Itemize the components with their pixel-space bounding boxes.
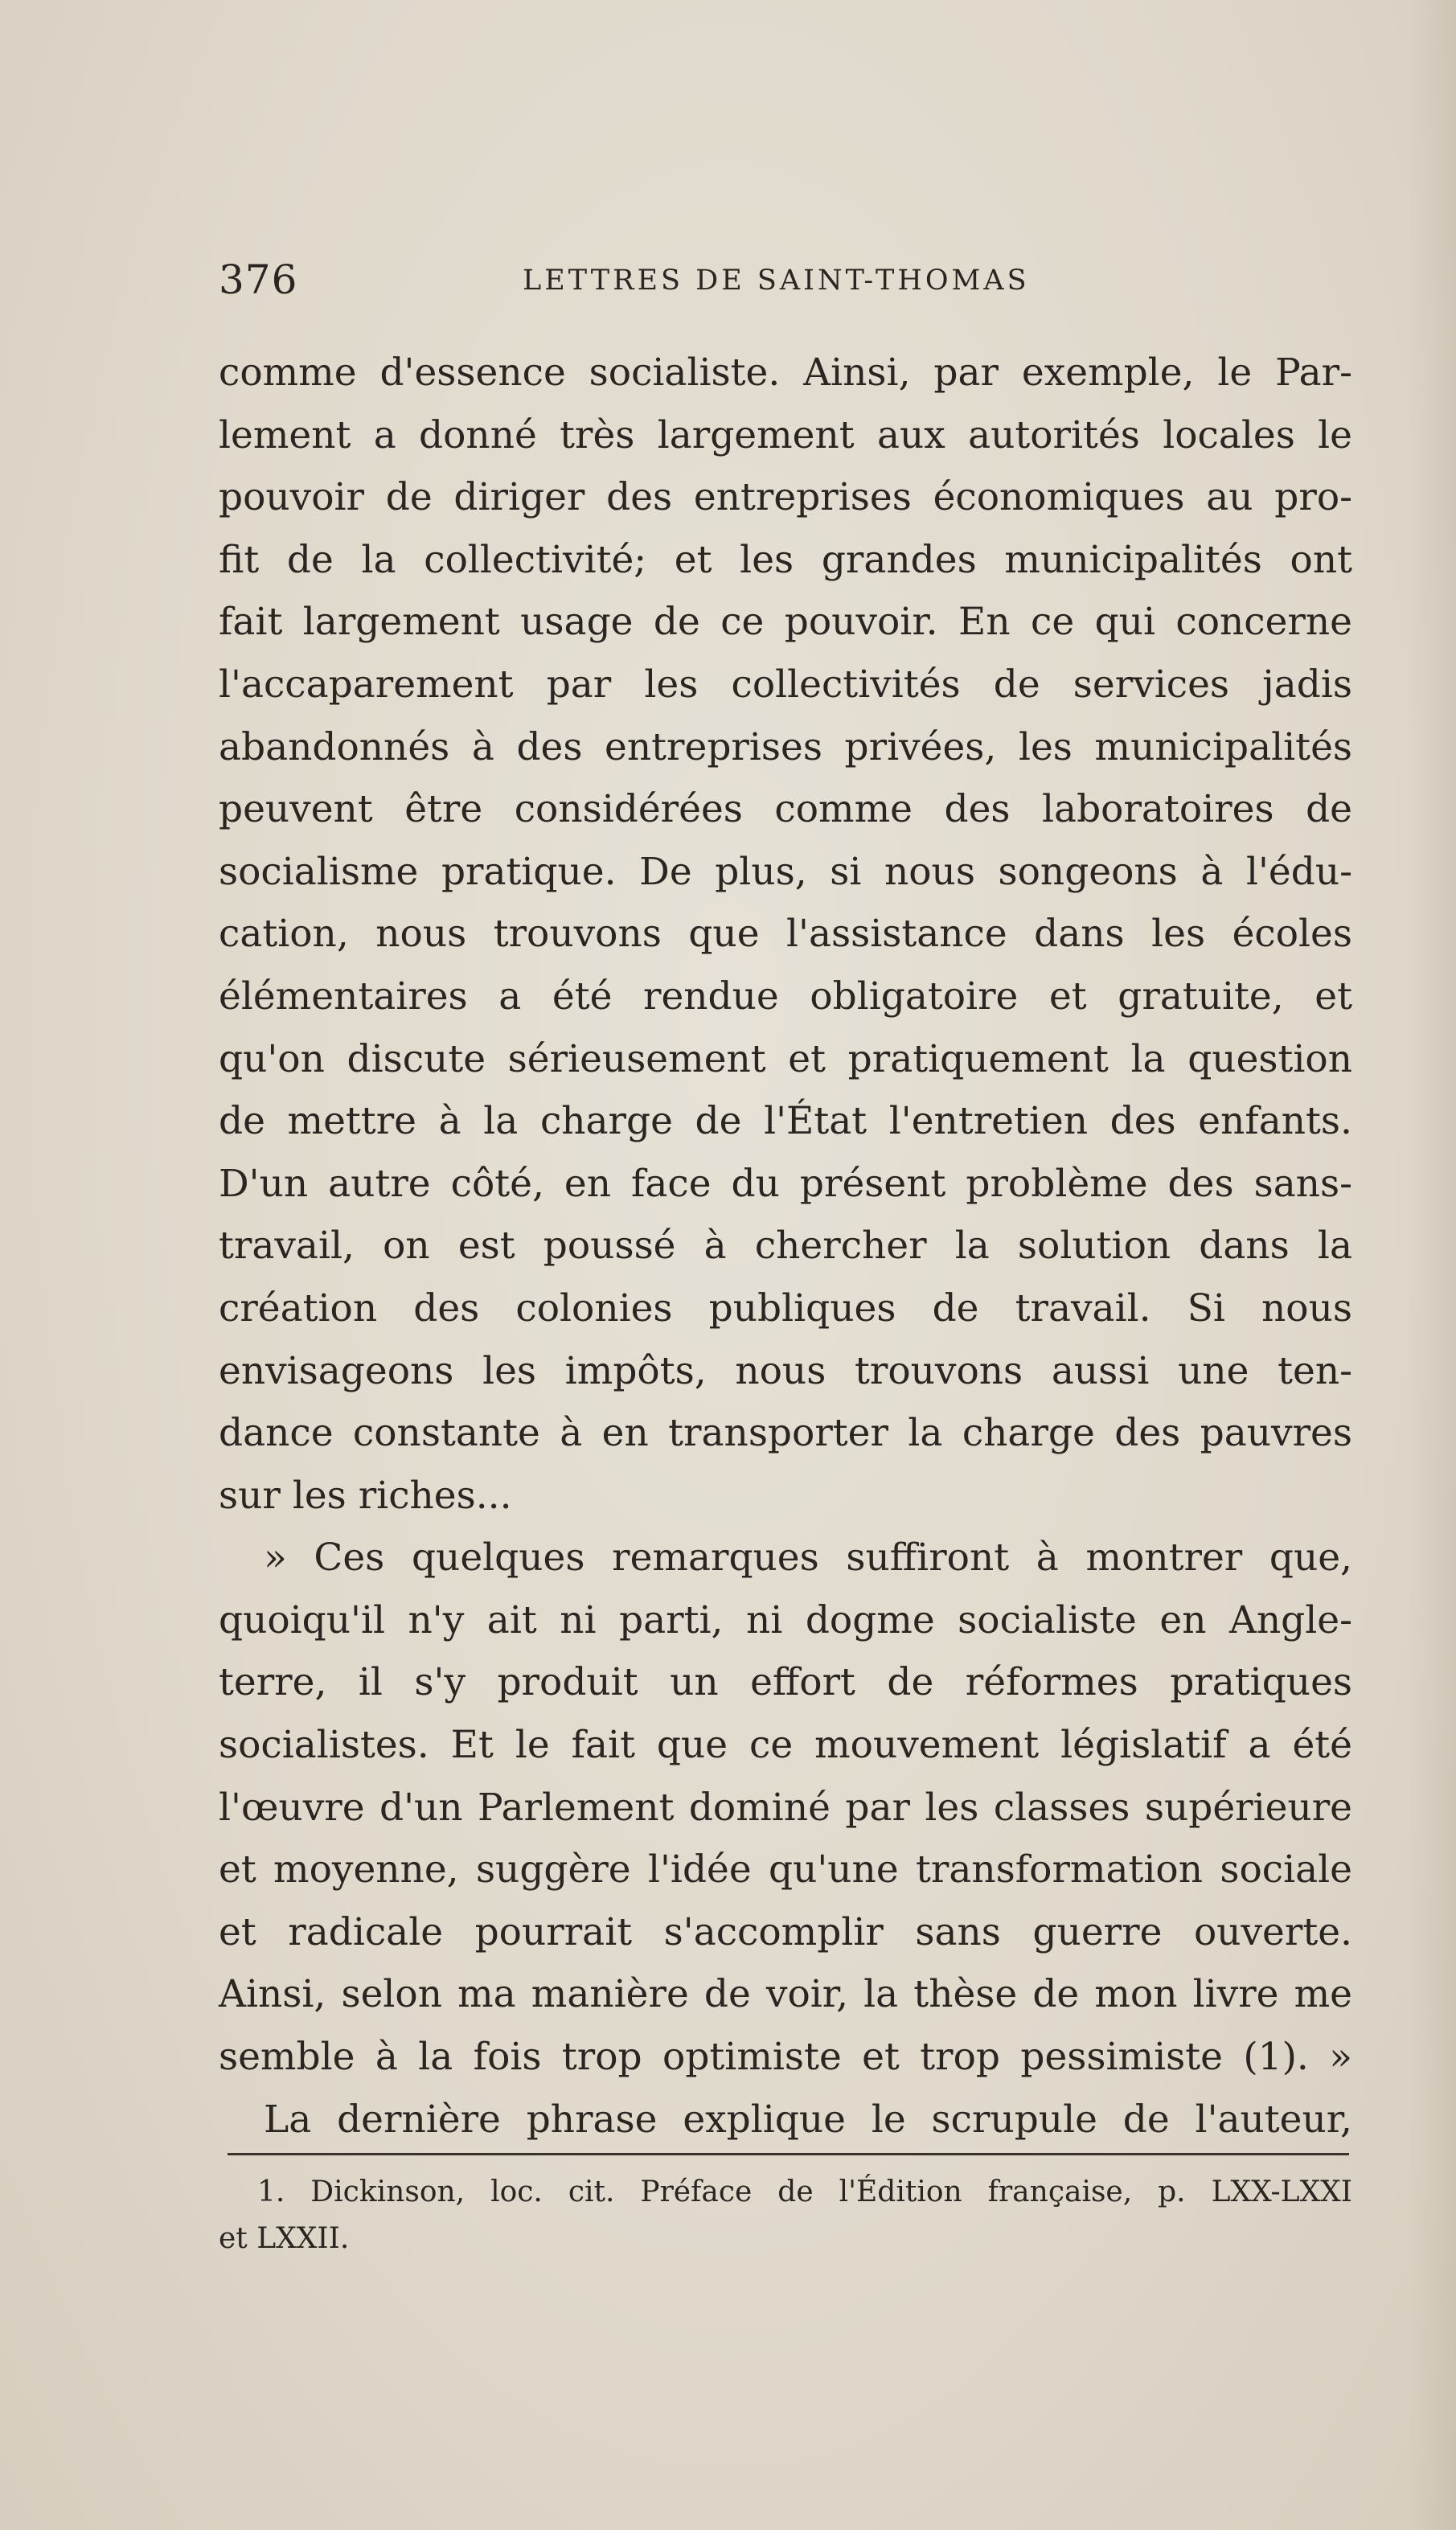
text-line: élémentaires a été rendue obligatoire et gratuite, et bbox=[219, 974, 1352, 1019]
text-line: socialisme pratique. De plus, si nous songeons à l'édu- bbox=[219, 849, 1352, 894]
footnote-line: et LXXII. bbox=[219, 2222, 350, 2255]
text-line: pouvoir de diriger des entreprises économiques au pro- bbox=[219, 475, 1352, 520]
footnote bbox=[219, 2169, 1352, 2262]
text-line: dance constante à en transporter la charge des pauvres bbox=[219, 1411, 1352, 1456]
text-line: comme d'essence socialiste. Ainsi, par exemple, le Par- bbox=[219, 351, 1352, 395]
page-header bbox=[219, 256, 1352, 304]
text-line: et radicale pourrait s'accomplir sans guerre ouverte. bbox=[219, 1909, 1352, 1954]
text-line: abandonnés à des entreprises privées, les municipalités bbox=[219, 724, 1352, 769]
text-line: fit de la collectivité; et les grandes municipalités ont bbox=[219, 537, 1352, 582]
text-line: l'accaparement par les collectivités de services jadis bbox=[219, 662, 1352, 707]
text-line: fait largement usage de ce pouvoir. En ce qui concerne bbox=[219, 600, 1352, 645]
text-line: de mettre à la charge de l'État l'entretien des enfants. bbox=[219, 1099, 1352, 1144]
page-edge-shadow bbox=[1408, 0, 1456, 2530]
text-line: cation, nous trouvons que l'assistance dans les écoles bbox=[219, 912, 1352, 957]
text-line: D'un autre côté, en face du présent problème des sans- bbox=[219, 1161, 1352, 1206]
running-title: LETTRES DE SAINT-THOMAS bbox=[523, 264, 1030, 297]
footnote-line: 1. Dickinson, loc. cit. Préface de l'Édition française, p. LXX-LXXI bbox=[257, 2175, 1352, 2208]
text-line: socialistes. Et le fait que ce mouvement législatif a été bbox=[219, 1723, 1352, 1768]
text-line: terre, il s'y produit un effort de réformes pratiques bbox=[219, 1660, 1352, 1705]
text-line: lement a donné très largement aux autorités locales le bbox=[219, 412, 1352, 457]
text-line: » Ces quelques remarques suffiront à montrer que, bbox=[264, 1536, 1352, 1581]
text-line: création des colonies publiques de travail. Si nous bbox=[219, 1286, 1352, 1331]
text-line: travail, on est poussé à chercher la solution dans la bbox=[219, 1224, 1352, 1269]
text-line: sur les riches... bbox=[219, 1473, 512, 1518]
text-line: qu'on discute sérieusement et pratiquement la question bbox=[219, 1036, 1352, 1081]
footnote-divider bbox=[228, 2153, 1349, 2155]
body-text bbox=[219, 342, 1352, 2151]
text-line: La dernière phrase explique le scrupule de l'auteur, bbox=[264, 2097, 1352, 2142]
page-number: 376 bbox=[219, 256, 298, 303]
text-line: peuvent être considérées comme des laboratoires de bbox=[219, 787, 1352, 832]
text-line: l'œuvre d'un Parlement dominé par les classes supérieure bbox=[219, 1785, 1352, 1830]
text-line: quoiqu'il n'y ait ni parti, ni dogme socialiste en Angle- bbox=[219, 1597, 1352, 1642]
text-line: semble à la fois trop optimiste et trop pessimiste (1). » bbox=[219, 2035, 1352, 2080]
text-line: envisageons les impôts, nous trouvons aussi une ten- bbox=[219, 1348, 1352, 1393]
text-line: Ainsi, selon ma manière de voir, la thèse de mon livre me bbox=[219, 1972, 1352, 2017]
text-line: et moyenne, suggère l'idée qu'une transformation sociale bbox=[219, 1847, 1352, 1892]
